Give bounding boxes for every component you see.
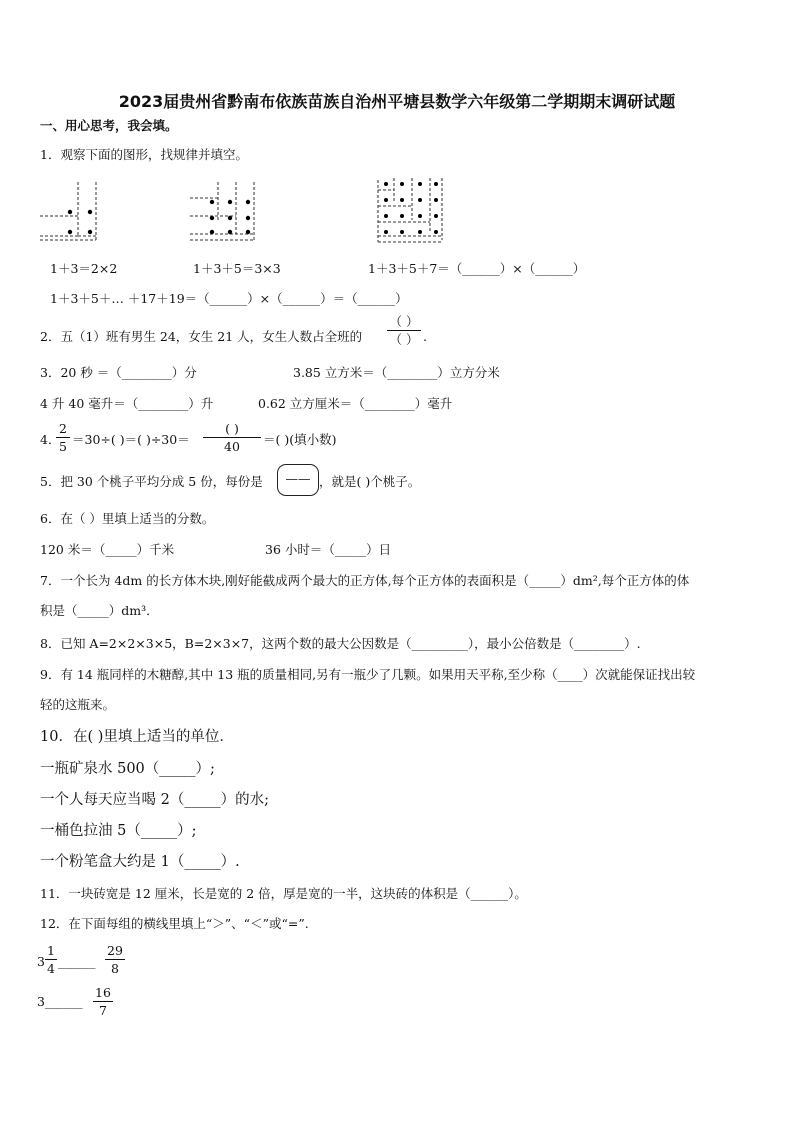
q4-denominator-40: 40 xyxy=(224,439,240,454)
q9-line-1[interactable]: 9．有 14 瓶同样的木糖醇,其中 13 瓶的质量相同,另有一瓶少了几颗。如果用天平称,至少称（____）次就能保证找出较 xyxy=(40,667,696,682)
q10-c[interactable]: 一桶色拉油 5（_____）; xyxy=(40,823,197,839)
q12-row1-numerator: 1 xyxy=(47,943,55,958)
section-heading: 一、用心思考，我会填。 xyxy=(40,118,178,133)
q1-stem: 1．观察下面的图形，找规律并填空。 xyxy=(40,147,248,162)
q5-tail[interactable]: ，就是( )个桃子。 xyxy=(319,474,421,489)
q11-text[interactable]: 11．一块砖宽是 12 厘米，长是宽的 2 倍，厚是宽的一半，这块砖的体积是（______）。 xyxy=(40,886,527,901)
q12-row2-right-numerator: 16 xyxy=(95,985,111,1000)
q12-row1-fraction xyxy=(45,943,57,976)
q4-denominator: 5 xyxy=(59,439,67,454)
q7-line-1[interactable]: 7．一个长为 4dm 的长方体木块,刚好能截成两个最大的正方体,每个正方体的表面积是（_____）dm²,每个正方体的体 xyxy=(40,573,690,588)
q2-numerator: （ ） xyxy=(389,314,419,329)
q4-middle[interactable]: ＝30÷( )＝( )÷30＝ xyxy=(72,432,190,447)
q6-a[interactable]: 120 米＝（_____）千米 xyxy=(40,542,175,557)
q6-b[interactable]: 36 小时＝（_____）日 xyxy=(265,542,392,557)
q4-numerator: 2 xyxy=(59,421,67,436)
q10-a[interactable]: 一瓶矿泉水 500（_____）; xyxy=(40,761,215,777)
q1-equation-3[interactable]: 1＋3＋5＋7＝（______）×（______） xyxy=(368,261,586,276)
q3-a[interactable]: 3．20 秒 ＝（________）分 xyxy=(40,365,197,380)
q2-end: . xyxy=(423,329,427,344)
q12-row2-right-fraction xyxy=(93,985,113,1018)
q5-text: 5．把 30 个桃子平均分成 5 份，每份是 xyxy=(40,474,263,489)
q3-b[interactable]: 3.85 立方米＝（________）立方分米 xyxy=(293,365,500,380)
pattern-figure-1 xyxy=(38,178,108,246)
q1-equation-2: 1＋3＋5＝3×3 xyxy=(193,261,281,276)
q12-row1-right-fraction xyxy=(105,943,125,976)
q2-denominator: （ ） xyxy=(389,332,419,347)
q8-text[interactable]: 8．已知 A=2×2×3×5，B=2×3×7，这两个数的最大公因数是（_________），最小公倍数是（________）. xyxy=(40,636,641,651)
q9-line-2: 轻的这瓶来。 xyxy=(40,697,116,712)
q3-d[interactable]: 0.62 立方厘米＝（________）毫升 xyxy=(258,396,453,411)
q2-text: 2．五（1）班有男生 24，女生 21 人，女生人数占全班的 xyxy=(40,329,363,344)
q12-row1-whole: 3 xyxy=(37,954,45,969)
q7-line-2[interactable]: 积是（_____）dm³． xyxy=(40,603,159,618)
q12-row2-right-denominator: 7 xyxy=(99,1003,107,1018)
q5-fraction-box[interactable] xyxy=(277,464,319,496)
pattern-figure-2 xyxy=(188,178,260,244)
q4-label: 4． xyxy=(40,432,61,447)
q10-stem: 10．在( )里填上适当的单位． xyxy=(40,729,234,745)
q12-row1-right-numerator: 29 xyxy=(107,943,123,958)
q6-stem: 6．在（ ）里填上适当的分数。 xyxy=(40,511,215,526)
q12-row2-whole: 3 xyxy=(37,994,45,1009)
pattern-figure-3 xyxy=(376,176,448,246)
q12-stem: 12．在下面每组的横线里填上“＞”、“＜”或“=”. xyxy=(40,916,309,931)
q1-equation-4[interactable]: 1＋3＋5＋… ＋17＋19＝（______）×（______）＝（______） xyxy=(50,291,408,306)
q10-b[interactable]: 一个人每天应当喝 2（_____）的水; xyxy=(40,792,269,808)
q4-fraction-two-fifths xyxy=(56,421,70,454)
q12-row1-blank[interactable]: ______ xyxy=(58,954,96,969)
q1-equation-1: 1＋3＝2×2 xyxy=(50,261,118,276)
page-title: 2023届贵州省黔南布依族苗族自治州平塘县数学六年级第二学期期末调研试题 xyxy=(118,92,676,111)
q4-fraction-over-40[interactable] xyxy=(203,421,261,454)
q3-c[interactable]: 4 升 40 毫升＝（________）升 xyxy=(40,396,214,411)
q4-tail[interactable]: ＝( )(填小数) xyxy=(263,432,337,447)
q10-d[interactable]: 一个粉笔盒大约是 1（_____）. xyxy=(40,854,240,870)
q12-row1-denominator: 4 xyxy=(47,961,55,976)
q12-row1-right-denominator: 8 xyxy=(111,961,119,976)
q5-blank: —— xyxy=(285,471,311,486)
q4-blank-numerator: ( ) xyxy=(225,421,239,436)
q2-fraction-answer[interactable] xyxy=(387,314,421,347)
q12-row2-blank[interactable]: ______ xyxy=(45,994,83,1009)
